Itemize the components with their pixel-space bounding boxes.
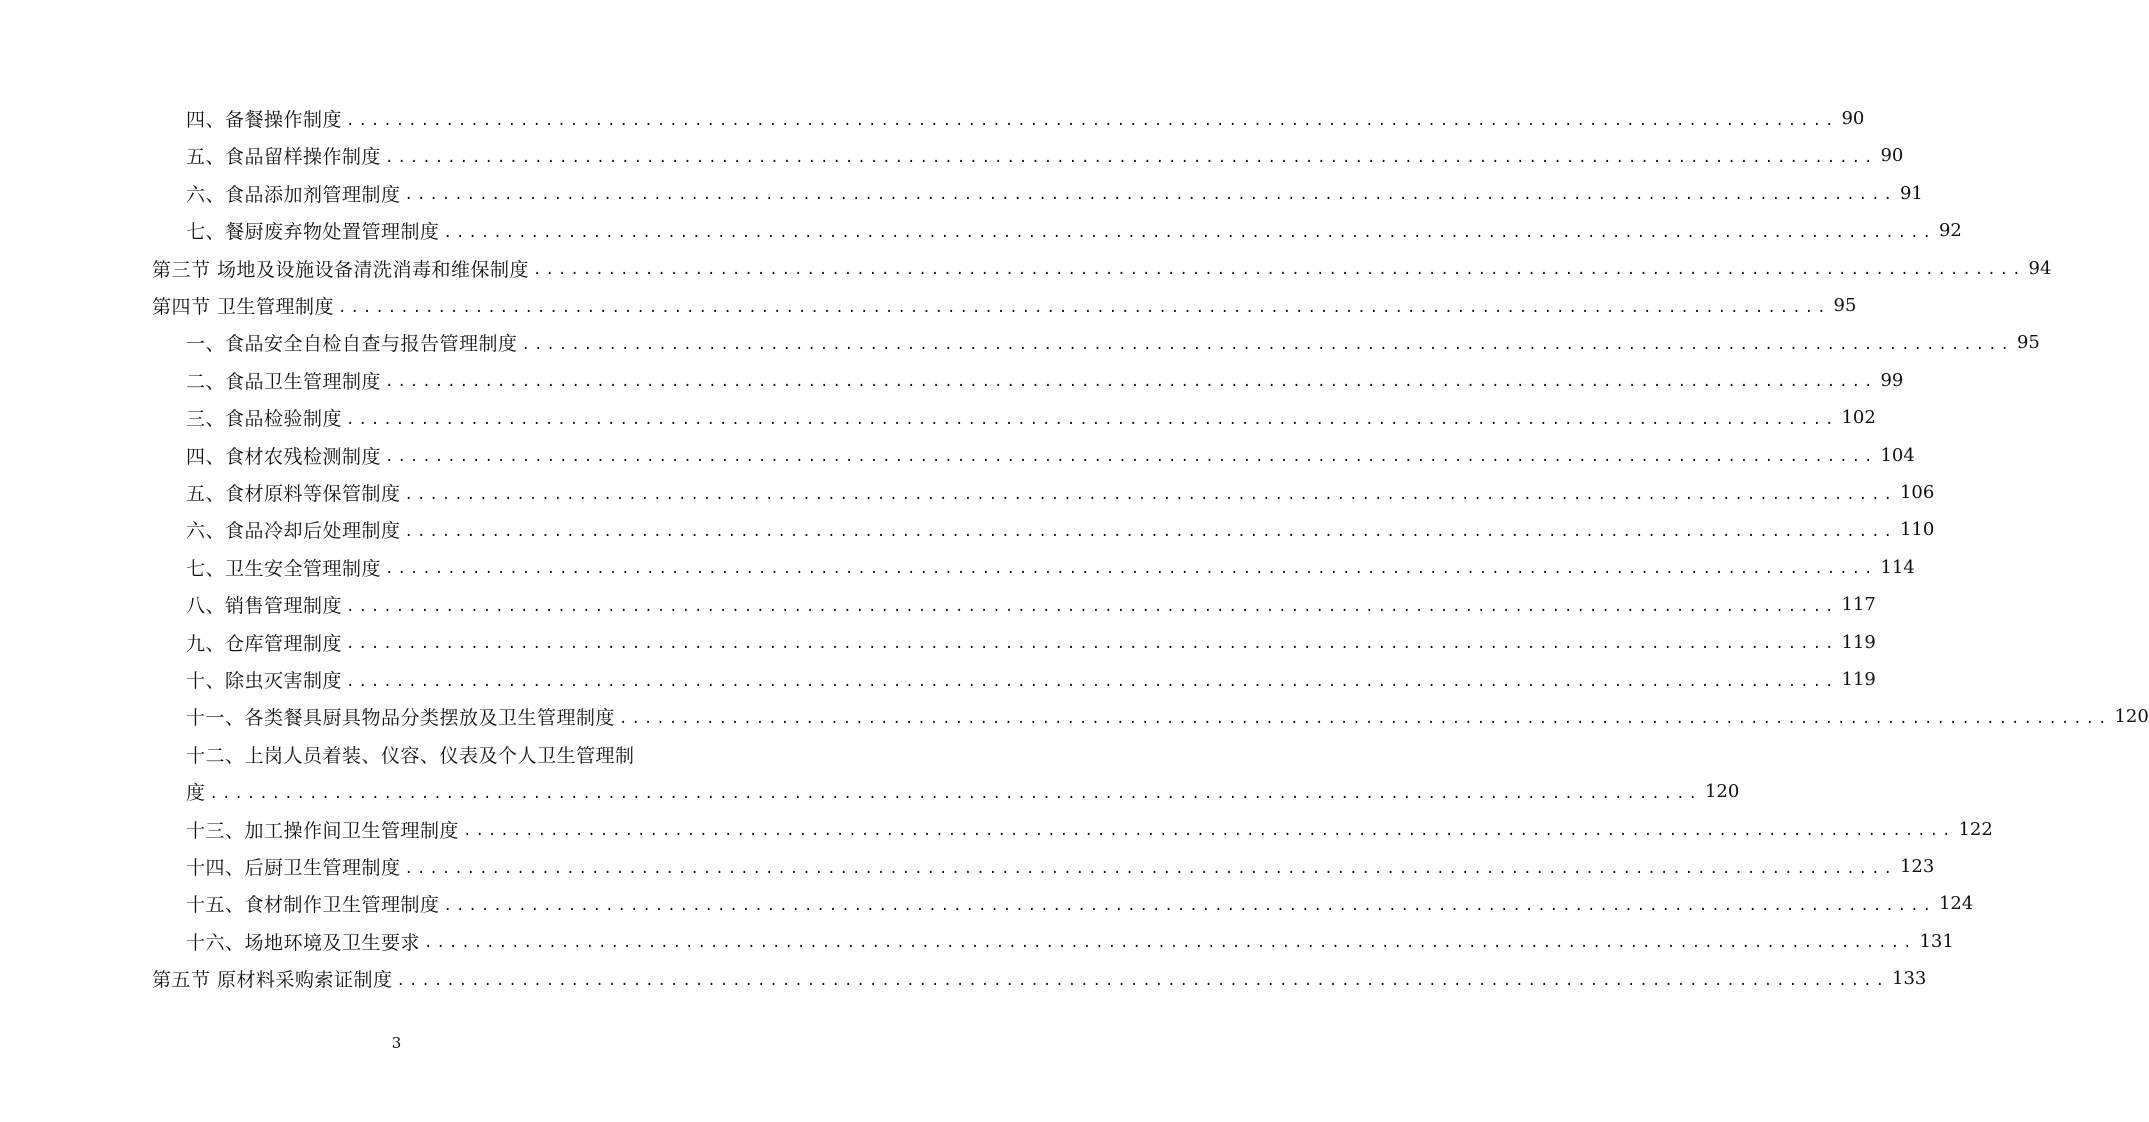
toc-entry-title: 四、食材农残检测制度 xyxy=(186,445,382,468)
toc-entry[interactable] xyxy=(186,885,1974,922)
toc-dot-leader: ........................................................................................................................ xyxy=(385,374,1877,391)
toc-dot-leader: ........................................................................................................................ xyxy=(443,897,1935,914)
toc-dot-leader: ........................................................................................................................ xyxy=(404,486,1896,503)
toc-entry-title: 六、食品冷却后处理制度 xyxy=(186,520,401,543)
toc-entry-title: 度 xyxy=(186,782,206,805)
toc-entry-page: 102 xyxy=(1841,407,1876,429)
toc-entry-title: 六、食品添加剂管理制度 xyxy=(186,183,401,206)
toc-dot-leader: ........................................................................................................................ xyxy=(404,523,1896,540)
toc-entry-page: 131 xyxy=(1919,930,1954,952)
toc-entry[interactable] xyxy=(152,960,1927,997)
toc-entry-title: 十四、后厨卫生管理制度 xyxy=(186,857,401,879)
toc-entry[interactable] xyxy=(186,437,1915,474)
toc-entry-title: 第三节 场地及设施设备清洗消毒和维保制度 xyxy=(152,258,530,281)
toc-entry[interactable] xyxy=(186,362,1904,399)
toc-dot-leader: ........................................................................................................................ xyxy=(346,411,1838,428)
toc-entry[interactable] xyxy=(186,511,1935,548)
toc-entry[interactable] xyxy=(186,773,1740,810)
toc-entry-title: 十一、各类餐具厨具物品分类摆放及卫生管理制度 xyxy=(186,707,616,730)
toc-entry-page: 94 xyxy=(2028,257,2052,279)
toc-entry-page: 91 xyxy=(1899,182,1923,204)
toc-dot-leader: ........................................................................................................................ xyxy=(346,636,1838,653)
toc-dot-leader: ........................................................................................................................ xyxy=(521,336,2013,353)
toc-dot-leader: ........................................................................................................................ xyxy=(338,299,1830,316)
toc-dot-leader: ........................................................................................................................ xyxy=(404,860,1896,877)
toc-entry-title: 十、除虫灭害制度 xyxy=(186,670,343,692)
toc-entry-page: 133 xyxy=(1892,968,1927,990)
toc-dot-leader: ........................................................................................................................ xyxy=(619,710,2111,727)
toc-entry-title: 九、仓库管理制度 xyxy=(186,632,343,655)
toc-entry-title: 第五节 原材料采购索证制度 xyxy=(152,969,393,992)
toc-entry[interactable] xyxy=(186,586,1876,623)
toc-entry-title: 三、食品检验制度 xyxy=(186,408,343,431)
toc-entry-title: 十二、上岗人员着装、仪容、仪表及个人卫生管理制 xyxy=(186,744,635,767)
toc-entry[interactable] xyxy=(152,250,2052,287)
toc-dot-leader: ........................................................................................................................ xyxy=(346,112,1838,129)
toc-entry[interactable] xyxy=(186,212,1962,249)
page-number: 3 xyxy=(391,1034,402,1052)
toc-entry[interactable] xyxy=(186,324,2040,361)
toc-entry[interactable] xyxy=(152,287,1857,324)
toc-entry-title: 十六、场地环境及卫生要求 xyxy=(186,931,421,954)
toc-entry-page: 117 xyxy=(1841,594,1876,616)
toc-entry-page: 110 xyxy=(1899,519,1935,541)
toc-dot-leader: ........................................................................................................................ xyxy=(533,262,2025,279)
toc-entry-page: 99 xyxy=(1880,369,1904,391)
toc-dot-leader: ........................................................................................................................ xyxy=(404,187,1896,204)
toc-entry-page: 119 xyxy=(1841,669,1876,690)
toc-entry-page: 124 xyxy=(1938,893,1974,915)
toc-dot-leader: ........................................................................................................................ xyxy=(346,673,1838,690)
toc-entry-title: 一、食品安全自检自查与报告管理制度 xyxy=(186,333,518,356)
toc-entry[interactable] xyxy=(186,175,1923,212)
toc-entry-page: 114 xyxy=(1880,556,1915,578)
toc-entry-page: 106 xyxy=(1899,482,1935,503)
toc-dot-leader: ........................................................................................................................ xyxy=(424,935,1916,952)
toc-dot-leader: ........................................................................................................................ xyxy=(396,972,1888,989)
toc-entry-page: 120 xyxy=(1704,781,1740,803)
toc-entry-title: 五、食品留样操作制度 xyxy=(186,146,382,169)
toc-entry-title: 二、食品卫生管理制度 xyxy=(186,370,382,393)
toc-entry[interactable] xyxy=(186,624,1876,661)
toc-entry-title: 十五、食材制作卫生管理制度 xyxy=(186,894,440,917)
toc-entry-page: 90 xyxy=(1841,108,1865,129)
toc-entry-page: 95 xyxy=(2016,332,2040,354)
toc-entry-title: 第四节 卫生管理制度 xyxy=(152,296,335,318)
toc-entry-title: 五、食材原料等保管制度 xyxy=(186,483,401,505)
toc-entry-title: 十三、加工操作间卫生管理制度 xyxy=(186,819,460,842)
toc-entry-title: 七、餐厨废弃物处置管理制度 xyxy=(186,221,440,244)
toc-entry[interactable] xyxy=(186,661,1876,698)
toc-entry[interactable] xyxy=(186,698,2149,735)
toc-entry-title: 四、备餐操作制度 xyxy=(186,109,343,131)
toc-entry-page: 90 xyxy=(1880,145,1904,167)
toc-entry[interactable] xyxy=(186,549,1915,586)
toc-entry-page: 104 xyxy=(1880,444,1915,466)
toc-entry-page: 120 xyxy=(2114,706,2149,728)
toc-dot-leader: ........................................................................................................................ xyxy=(385,449,1877,466)
toc-entry[interactable] xyxy=(186,399,1876,436)
toc-dot-leader: ........................................................................................................................ xyxy=(385,149,1877,166)
toc-entry[interactable] xyxy=(186,811,1993,848)
toc-entry-page: 122 xyxy=(1958,818,1993,840)
toc-entry[interactable] xyxy=(186,137,1904,174)
toc-dot-leader: ........................................................................................................................ xyxy=(463,823,1955,840)
toc-entry[interactable] xyxy=(186,736,673,773)
toc-dot-leader: ........................................................................................................................ xyxy=(385,561,1877,578)
toc-entry[interactable] xyxy=(186,923,1954,960)
toc-entry-page: 92 xyxy=(1938,220,1962,242)
toc-dot-leader: ........................................................................................................................ xyxy=(209,785,1701,802)
toc-dot-leader: ........................................................................................................................ xyxy=(346,598,1838,615)
toc-entry[interactable] xyxy=(186,100,1865,137)
toc-entry[interactable] xyxy=(186,474,1935,511)
toc-entry-title: 七、卫生安全管理制度 xyxy=(186,557,382,580)
toc-entry-page: 119 xyxy=(1841,631,1876,653)
toc-entry-page: 95 xyxy=(1833,295,1857,316)
toc-dot-leader: ........................................................................................................................ xyxy=(443,224,1935,241)
toc-entry-page: 123 xyxy=(1899,856,1935,877)
toc-entry[interactable] xyxy=(186,848,1935,885)
toc-entry-title: 八、销售管理制度 xyxy=(186,595,343,618)
